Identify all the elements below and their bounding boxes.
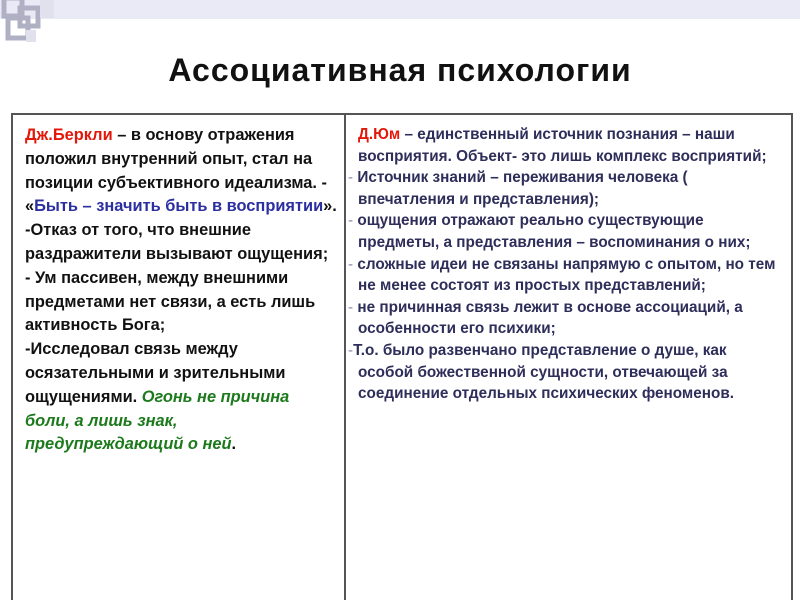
hume-intro: Д.Юм – единственный источник познания – наши восприятия. Объект- это лишь комплекс восприятий; <box>358 126 767 165</box>
hume-point: -Т.о. было развенчано представление о душе, как особой божественной сущности, отвечающей за соединение отдельных психических феноменов. <box>348 341 734 403</box>
berkeley-intro: Дж.Беркли – в основу отражения положил внутренний опыт, стал на позиции субъективного идеализма. - «Быть – значить быть в восприятии». <box>25 126 337 216</box>
hume-column <box>346 115 791 600</box>
hume-point: - Источник знаний – переживания человека ( впечатления и представления); <box>348 169 688 208</box>
berkeley-point: - Ум пассивен, между внешними предметами нет связи, а есть лишь активность Бога; <box>25 268 316 335</box>
deco-square <box>40 0 54 18</box>
hume-point: - сложные идеи не связаны напрямую с опытом, но тем не менее состоят из простых представлений; <box>348 255 776 295</box>
berkeley-point: -Отказ от того, что внешние раздражители вызывают ощущения; <box>25 221 329 263</box>
hume-point: - ощущения отражают реально существующие предметы, а представления – воспоминания о них; <box>348 212 751 251</box>
deco-band <box>0 0 800 19</box>
hume-point: - не причинная связь лежит в основе ассоциаций, а особенности его психики; <box>348 298 743 338</box>
berkeley-name: Дж.Беркли <box>25 126 113 144</box>
berkeley-column <box>13 115 346 600</box>
deco-square <box>26 30 36 42</box>
decorative-squares <box>0 0 800 60</box>
berkeley-example: Огонь не причина боли, а лишь знак, предупреждающий о ней <box>25 387 290 454</box>
berkeley-point: -Исследовал связь между осязательными и зрительными ощущениями. Огонь не причина боли, а лишь знак, предупреждающий о ней. <box>25 340 290 454</box>
hume-name: Д.Юм <box>358 126 401 143</box>
page-title: Ассоциативная психологии <box>168 52 632 88</box>
berkeley-quote: Быть – значить быть в восприятии <box>34 197 324 216</box>
comparison-table <box>11 113 793 600</box>
